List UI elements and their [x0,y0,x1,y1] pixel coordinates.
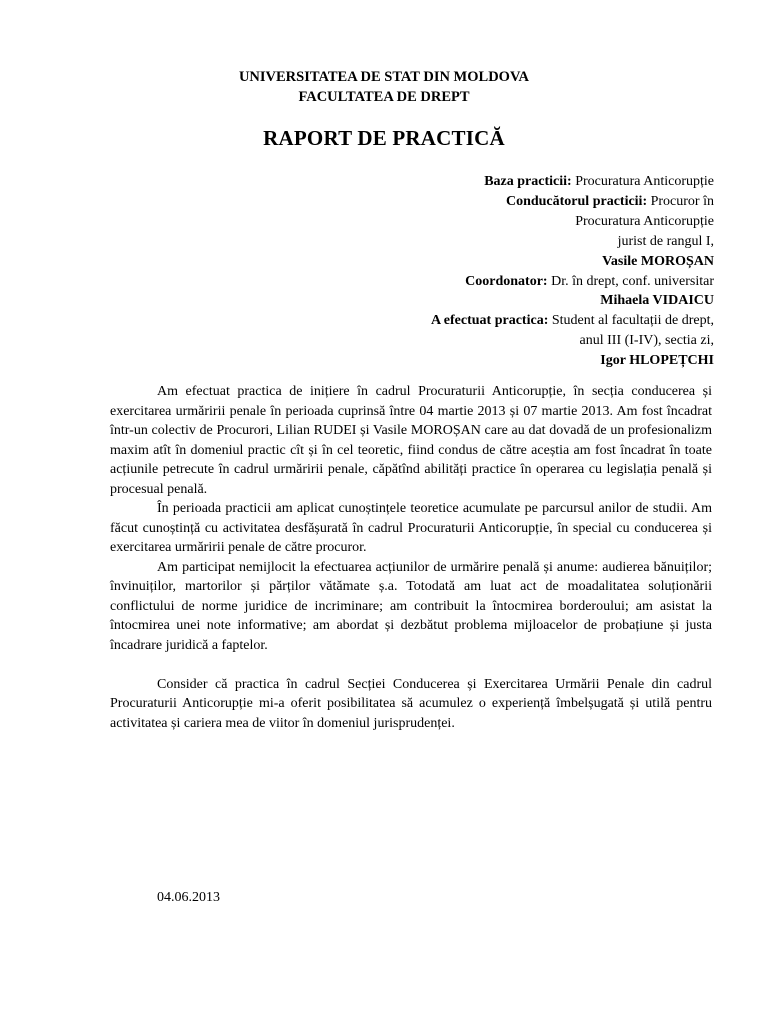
performer-line [254,311,714,331]
performer-name: Igor HLOPEȚCHI [600,353,714,369]
supervisor-line [254,192,714,212]
supervisor-label: Conducătorul practicii: [505,193,648,209]
practice-details [254,172,714,371]
coordinator-name: Mihaela VIDAICU [600,293,714,309]
report-body [110,382,712,733]
paragraph-1: Am efectuat practica de inițiere în cadrul Procuraturii Anticorupție, în secția conducerea și exercitarea urmăririi penale în perioada cuprinsă între 04 martie 2013 și 07 martie 2013. Am fost încadrat într-un colectiv de Procurori, Lilian RUDEI și Vasile MOROȘAN care au dat dovadă de un profesionalizm maxim atît în domeniul practic cît și în cel teoretic, fiind condus de către aceștia am fost încadrat în toate acțiunile petrecute în cadrul urmăririi penale, căpătînd abilități practice în operarea cu legislația penală și procesual penală. [110,384,712,497]
performer-label: A efectuat practica: [430,313,549,329]
coordinator-label: Coordonator: [465,273,548,289]
coordinator-value: Dr. în drept, conf. universitar [551,273,714,289]
paragraph-2: În perioada practicii am aplicat cunoștințele teoretice acumulate pe parcursul anilor de studii. Am făcut cunoștință cu activitatea desfășurată în cadrul Procuraturii Anticorupție, în special cu conducerea și exercitarea urmăririi penale de către procuror. [110,501,712,555]
university-name: UNIVERSITATEA DE STAT DIN MOLDOVA [238,69,530,85]
coordinator-line [254,272,714,292]
faculty-name: FACULTATEA DE DREPT [298,89,470,105]
supervisor-value-line-2: Procuratura Anticorupție [575,213,714,229]
supervisor-value-line-3: jurist de rangul I, [617,233,714,249]
document-header [0,67,768,107]
paragraph-4: Consider că practica în cadrul Secției Conducerea și Exercitarea Urmării Penale din cadrul Procuraturii Anticorupție mi-a oferit posibilitatea să acumulez o experiență îmbelșugată și utilă pentru activitatea și cariera mea de viitor în domeniul jurisprudenței. [110,676,712,731]
document-title: RAPORT DE PRACTICĂ [263,126,505,150]
supervisor-name: Vasile MOROȘAN [602,253,714,269]
report-date: 04.06.2013 [157,890,220,905]
supervisor-value: Procuror în [650,193,714,209]
paragraph-3: Am participat nemijlocit la efectuarea acțiunilor de urmărire penală și anume: audierea bănuiților; învinuiților, martorilor și părților vătămate ș.a. Totodată am luat act de moadalitatea soluționării conflictului de norme juridice de incriminare; am contribuit la întocmirea borderoului; am asistat la întocmirea unei note informative; am abordat și dezbătut problema mijloacelor de probațiune și justa încadrare juridică a faptelor. [110,559,712,653]
base-label: Baza practicii: [484,174,572,189]
base-line [254,172,714,192]
performer-value: Student al facultații de drept, [551,313,714,329]
performer-value-line-2: anul III (I-IV), sectia zi, [579,333,714,349]
base-value: Procuratura Anticorupție [575,174,714,189]
